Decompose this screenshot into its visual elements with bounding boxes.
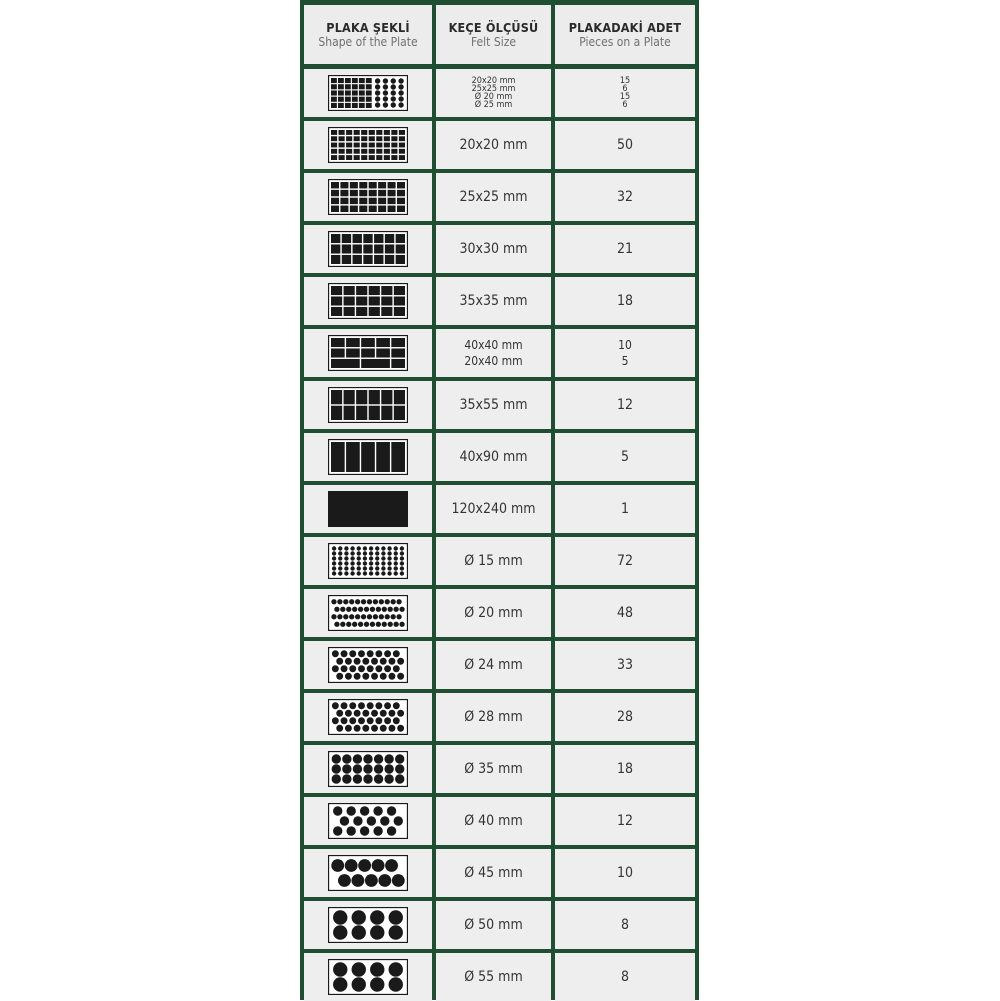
pieces-count-value: 10 — [616, 865, 634, 881]
pieces-count-value: 18 — [616, 293, 634, 309]
table-row-shape-cell — [304, 953, 432, 1001]
pieces-count-value: 10 — [618, 338, 632, 352]
table-row-felt-size-cell — [436, 173, 551, 221]
table-row-felt-size-cell — [436, 121, 551, 169]
table-row-felt-size-cell — [436, 641, 551, 689]
pieces-count-value: 8 — [620, 917, 629, 933]
table-row-pieces-count-cell — [555, 225, 695, 273]
felt-size-value: 20x40 mm — [464, 354, 523, 368]
table-row-felt-size-cell — [436, 433, 551, 481]
table-row-shape-cell — [304, 693, 432, 741]
felt-size-value: 20x20 mm — [459, 137, 528, 153]
table-row-pieces-count-cell — [555, 121, 695, 169]
felt-size-value: Ø 55 mm — [464, 969, 523, 985]
pieces-count-value: 50 — [616, 137, 634, 153]
column-header-title: PLAKA ŞEKLİ — [326, 19, 410, 35]
felt-size-value: 120x240 mm — [451, 501, 536, 517]
mixed-plate-icon — [328, 75, 408, 111]
circle-grid-icon — [328, 855, 408, 891]
felt-size-value: Ø 20 mm — [474, 92, 513, 102]
pieces-count-value: 28 — [616, 709, 634, 725]
rectangle-grid-icon — [328, 387, 408, 423]
table-row-felt-size-cell — [436, 953, 551, 1001]
felt-size-value: Ø 45 mm — [464, 865, 523, 881]
column-header-title: KEÇE ÖLÇÜSÜ — [448, 19, 539, 35]
table-row-pieces-count-cell — [555, 953, 695, 1001]
table-row-felt-size-cell — [436, 277, 551, 325]
table-row-pieces-count-cell — [555, 277, 695, 325]
circle-grid-icon — [328, 803, 408, 839]
table-row-felt-size-cell — [436, 589, 551, 637]
column-header-subtitle: Pieces on a Plate — [579, 34, 671, 49]
table-row-shape-cell — [304, 745, 432, 793]
column-header-2 — [436, 5, 551, 64]
felt-size-value: Ø 35 mm — [464, 761, 523, 777]
pieces-count-value: 48 — [616, 605, 634, 621]
pieces-count-value: 12 — [616, 813, 634, 829]
circle-grid-icon — [328, 959, 408, 995]
felt-size-value: Ø 50 mm — [464, 917, 523, 933]
pieces-count-value: 12 — [616, 397, 634, 413]
pieces-count-value: 21 — [616, 241, 634, 257]
table-row-pieces-count-cell — [555, 173, 695, 221]
felt-size-value: 40x90 mm — [459, 449, 528, 465]
felt-size-value: Ø 25 mm — [474, 100, 513, 110]
felt-size-value: 40x40 mm — [464, 338, 523, 352]
table-row-felt-size-cell — [436, 485, 551, 533]
table-row-shape-cell — [304, 485, 432, 533]
column-header-1 — [304, 5, 432, 64]
column-header-3 — [555, 5, 695, 64]
table-row-shape-cell — [304, 121, 432, 169]
table-row-pieces-count-cell — [555, 69, 695, 117]
circle-grid-icon — [328, 907, 408, 943]
table-row-shape-cell — [304, 381, 432, 429]
rectangle-grid-icon — [328, 335, 408, 371]
table-row-shape-cell — [304, 901, 432, 949]
square-grid-icon — [328, 231, 408, 267]
table-row-felt-size-cell — [436, 225, 551, 273]
table-row-pieces-count-cell — [555, 433, 695, 481]
table-row-shape-cell — [304, 173, 432, 221]
table-row-shape-cell — [304, 225, 432, 273]
pieces-count-value: 6 — [622, 100, 628, 110]
table-row-felt-size-cell — [436, 69, 551, 117]
felt-size-value: Ø 24 mm — [464, 657, 523, 673]
pieces-count-value: 6 — [622, 84, 628, 94]
table-row-pieces-count-cell — [555, 693, 695, 741]
solid-plate-icon — [328, 491, 408, 527]
table-row-felt-size-cell — [436, 849, 551, 897]
pieces-count-value: 15 — [619, 92, 631, 102]
felt-size-value: 35x35 mm — [459, 293, 528, 309]
felt-size-value: 20x20 mm — [471, 76, 516, 86]
circle-grid-icon — [328, 699, 408, 735]
table-row-pieces-count-cell — [555, 901, 695, 949]
square-grid-icon — [328, 179, 408, 215]
table-row-shape-cell — [304, 329, 432, 377]
square-grid-icon — [328, 127, 408, 163]
table-row-felt-size-cell — [436, 901, 551, 949]
table-row-pieces-count-cell — [555, 381, 695, 429]
column-header-subtitle: Shape of the Plate — [318, 34, 418, 49]
pieces-count-value: 5 — [620, 449, 629, 465]
felt-size-value: 25x25 mm — [459, 189, 528, 205]
pieces-count-value: 72 — [616, 553, 634, 569]
circle-grid-icon — [328, 751, 408, 787]
table-row-felt-size-cell — [436, 381, 551, 429]
felt-size-value: Ø 40 mm — [464, 813, 523, 829]
pieces-count-value: 33 — [616, 657, 634, 673]
table-row-shape-cell — [304, 797, 432, 845]
pieces-count-value: 32 — [616, 189, 634, 205]
table-row-shape-cell — [304, 277, 432, 325]
table-row-shape-cell — [304, 537, 432, 585]
table-row-felt-size-cell — [436, 693, 551, 741]
felt-size-value: 35x55 mm — [459, 397, 528, 413]
column-header-subtitle: Felt Size — [470, 34, 517, 49]
table-row-shape-cell — [304, 641, 432, 689]
felt-size-value: Ø 15 mm — [464, 553, 523, 569]
column-header-title: PLAKADAKİ ADET — [568, 19, 682, 35]
table-row-pieces-count-cell — [555, 537, 695, 585]
circle-grid-icon — [328, 543, 408, 579]
felt-size-value: 30x30 mm — [459, 241, 528, 257]
table-row-shape-cell — [304, 69, 432, 117]
table-row-shape-cell — [304, 589, 432, 637]
table-row-pieces-count-cell — [555, 329, 695, 377]
circle-grid-icon — [328, 647, 408, 683]
table-row-felt-size-cell — [436, 329, 551, 377]
table-row-pieces-count-cell — [555, 849, 695, 897]
felt-size-value: Ø 20 mm — [464, 605, 523, 621]
pieces-count-value: 5 — [621, 354, 629, 368]
table-row-pieces-count-cell — [555, 589, 695, 637]
square-grid-icon — [328, 283, 408, 319]
table-row-felt-size-cell — [436, 745, 551, 793]
felt-size-value: Ø 28 mm — [464, 709, 523, 725]
table-row-pieces-count-cell — [555, 797, 695, 845]
table-row-felt-size-cell — [436, 797, 551, 845]
table-row-felt-size-cell — [436, 537, 551, 585]
table-row-shape-cell — [304, 433, 432, 481]
pieces-count-value: 18 — [616, 761, 634, 777]
table-row-shape-cell — [304, 849, 432, 897]
pieces-count-value: 15 — [619, 76, 631, 86]
pieces-count-value: 1 — [620, 501, 629, 517]
circle-grid-icon — [328, 595, 408, 631]
table-row-pieces-count-cell — [555, 485, 695, 533]
table-row-pieces-count-cell — [555, 745, 695, 793]
pieces-count-value: 8 — [620, 969, 629, 985]
rectangle-grid-icon — [328, 439, 408, 475]
table-row-pieces-count-cell — [555, 641, 695, 689]
felt-size-value: 25x25 mm — [471, 84, 516, 94]
